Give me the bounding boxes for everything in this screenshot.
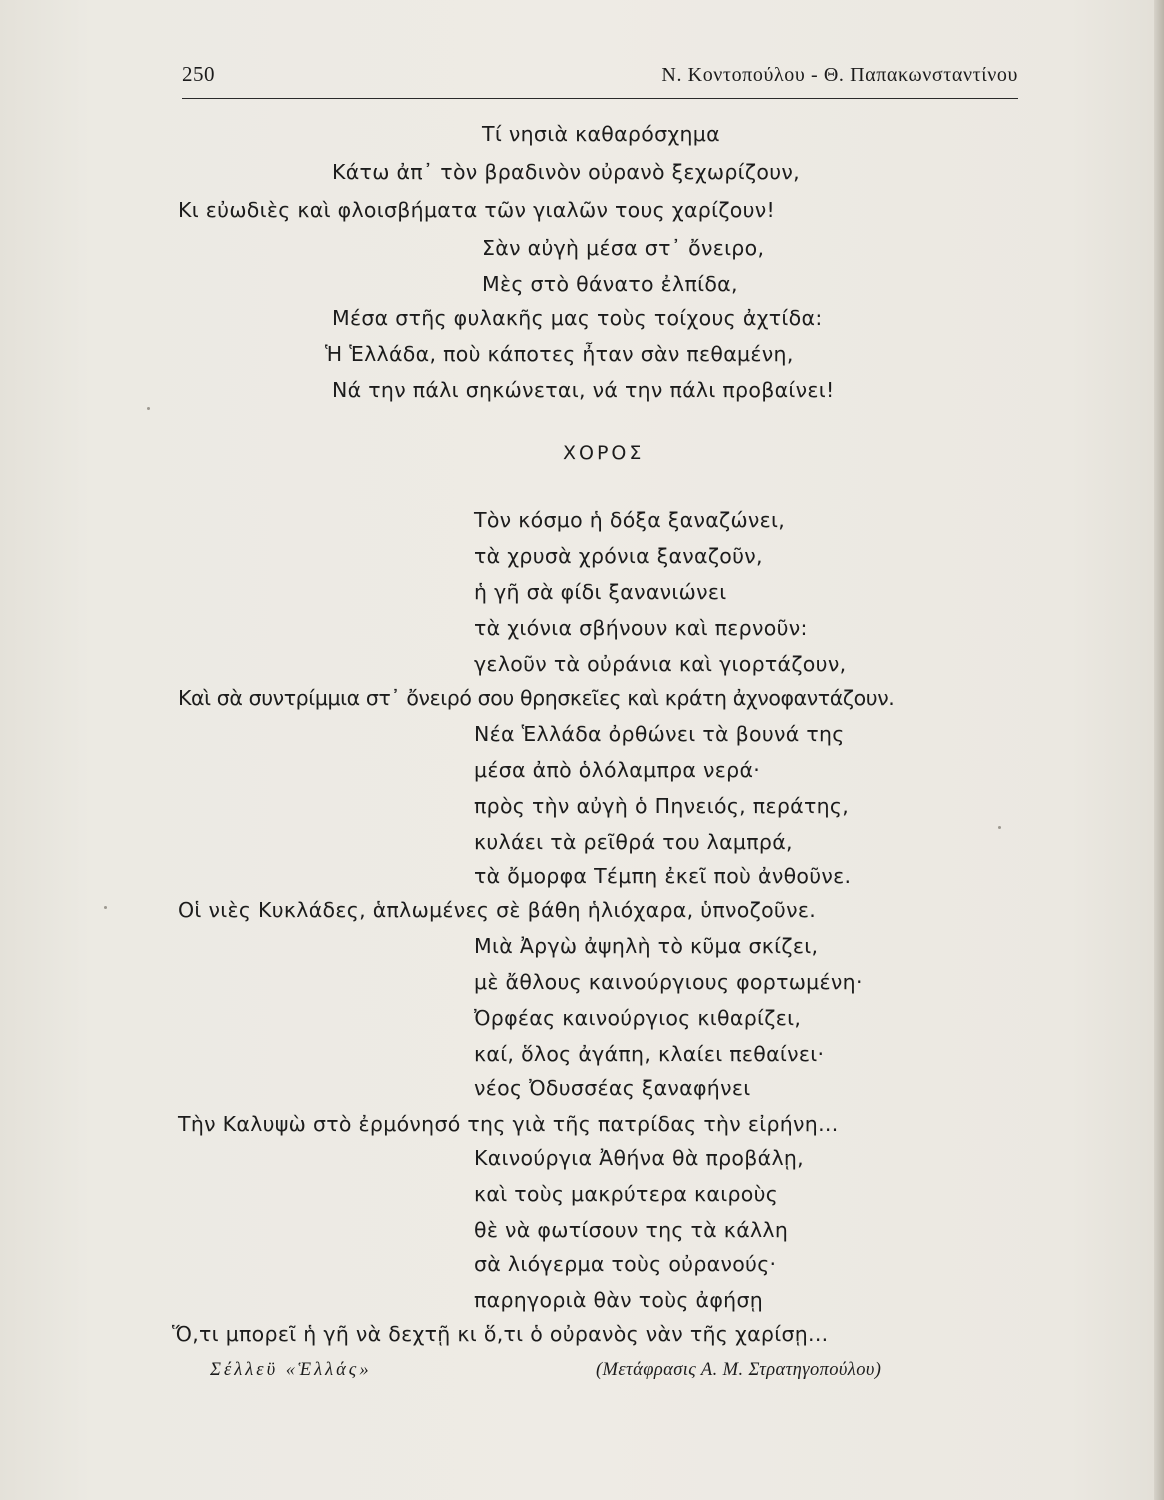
poem-line: Σὰν αὐγὴ μέσα στ᾽ ὄνειρο, (482, 236, 765, 260)
poem-line: Ὀρφέας καινούργιος κιθαρίζει, (474, 1006, 802, 1030)
poem-line: τὰ χρυσὰ χρόνια ξαναζοῦν, (474, 544, 763, 568)
page-edge-shadow (1154, 0, 1164, 1500)
poem-line: θὲ νὰ φωτίσουν της τὰ κάλλη (474, 1218, 789, 1242)
poem-line: Ὅ,τι μπορεῖ ἡ γῆ νὰ δεχτῇ κι ὅ,τι ὁ οὐρανὸς νὰν τῆς χαρίσῃ... (172, 1322, 829, 1346)
poem-line: Νέα Ἑλλάδα ὀρθώνει τὰ βουνά της (474, 722, 845, 746)
poem-line: Μιὰ Ἀργὼ ἀψηλὴ τὸ κῦμα σκίζει, (474, 934, 819, 958)
poem-line: τὰ ὄμορφα Τέμπη ἐκεῖ ποὺ ἀνθοῦνε. (474, 864, 852, 888)
poem-line: Τί νησιὰ καθαρόσχημα (482, 122, 720, 146)
poem-line: Τὴν Καλυψὼ στὸ ἐρμόνησό της γιὰ τῆς πατρίδας τὴν εἰρήνη... (178, 1112, 839, 1136)
poem-line: μέσα ἀπὸ ὁλόλαμπρα νερά· (474, 758, 761, 782)
poem-line: Μὲς στὸ θάνατο ἐλπίδα, (482, 272, 738, 296)
paper-speck (998, 826, 1001, 829)
paper-speck (147, 407, 150, 410)
poem-line: Κάτω ἀπ᾽ τὸν βραδινὸν οὐρανὸ ξεχωρίζουν, (332, 160, 800, 184)
poem-line: καὶ τοὺς μακρύτερα καιροὺς (474, 1182, 779, 1206)
poem-line: Κι εὐωδιὲς καὶ φλοισβήματα τῶν γιαλῶν τους χαρίζουν! (178, 198, 776, 222)
source-credit: Σέλλεϋ «Ἑλλάς» (210, 1360, 372, 1380)
poem-line: κυλάει τὰ ρεῖθρά του λαμπρά, (474, 830, 793, 854)
poem-line: Καινούργια Ἀθήνα θὰ προβάλῃ, (474, 1146, 805, 1170)
poem-line: μὲ ἄθλους καινούργιους φορτωμένη· (474, 970, 863, 994)
translator-credit: (Μετάφρασις Α. Μ. Στρατηγοπούλου) (596, 1360, 882, 1380)
poem-line: ἡ γῆ σὰ φίδι ξανανιώνει (474, 580, 727, 604)
page-number: 250 (182, 62, 215, 86)
poem-line: γελοῦν τὰ οὐράνια καὶ γιορτάζουν, (474, 652, 847, 676)
poem-line: Τὸν κόσμο ἡ δόξα ξαναζώνει, (474, 508, 786, 532)
poem-line: νέος Ὀδυσσέας ξαναφήνει (474, 1076, 751, 1100)
poem-line: Νά την πάλι σηκώνεται, νά την πάλι προβαίνει! (332, 378, 835, 402)
running-title: Ν. Κοντοπούλου - Θ. Παπακωνσταντίνου (661, 64, 1018, 86)
page-header (182, 58, 1018, 99)
poem-line: παρηγοριὰ θὰν τοὺς ἀφήσῃ (474, 1288, 764, 1312)
poem-line: καί, ὅλος ἀγάπη, κλαίει πεθαίνει· (474, 1042, 825, 1066)
poem-line: Μέσα στῆς φυλακῆς μας τοὺς τοίχους ἀχτίδα: (332, 306, 823, 330)
chorus-heading: ΧΟΡΟΣ (563, 442, 645, 464)
poem-line: πρὸς τὴν αὐγὴ ὁ Πηνειός, περάτης, (474, 794, 850, 818)
paper-speck (104, 906, 107, 909)
poem-line: Καὶ σὰ συντρίμμια στ᾽ ὄνειρό σου θρησκεῖες καὶ κράτη ἀχνοφαντάζουν. (178, 686, 895, 710)
poem-line: τὰ χιόνια σβήνουν καὶ περνοῦν: (474, 616, 808, 640)
poem-line: Ἡ Ἑλλάδα, ποὺ κάποτες ἦταν σὰν πεθαμένη, (325, 342, 794, 366)
poem-line: σὰ λιόγερμα τοὺς οὐρανούς· (474, 1252, 777, 1276)
poem-line: Οἱ νιὲς Κυκλάδες, ἁπλωμένες σὲ βάθη ἡλιόχαρα, ὑπνοζοῦνε. (178, 898, 817, 922)
